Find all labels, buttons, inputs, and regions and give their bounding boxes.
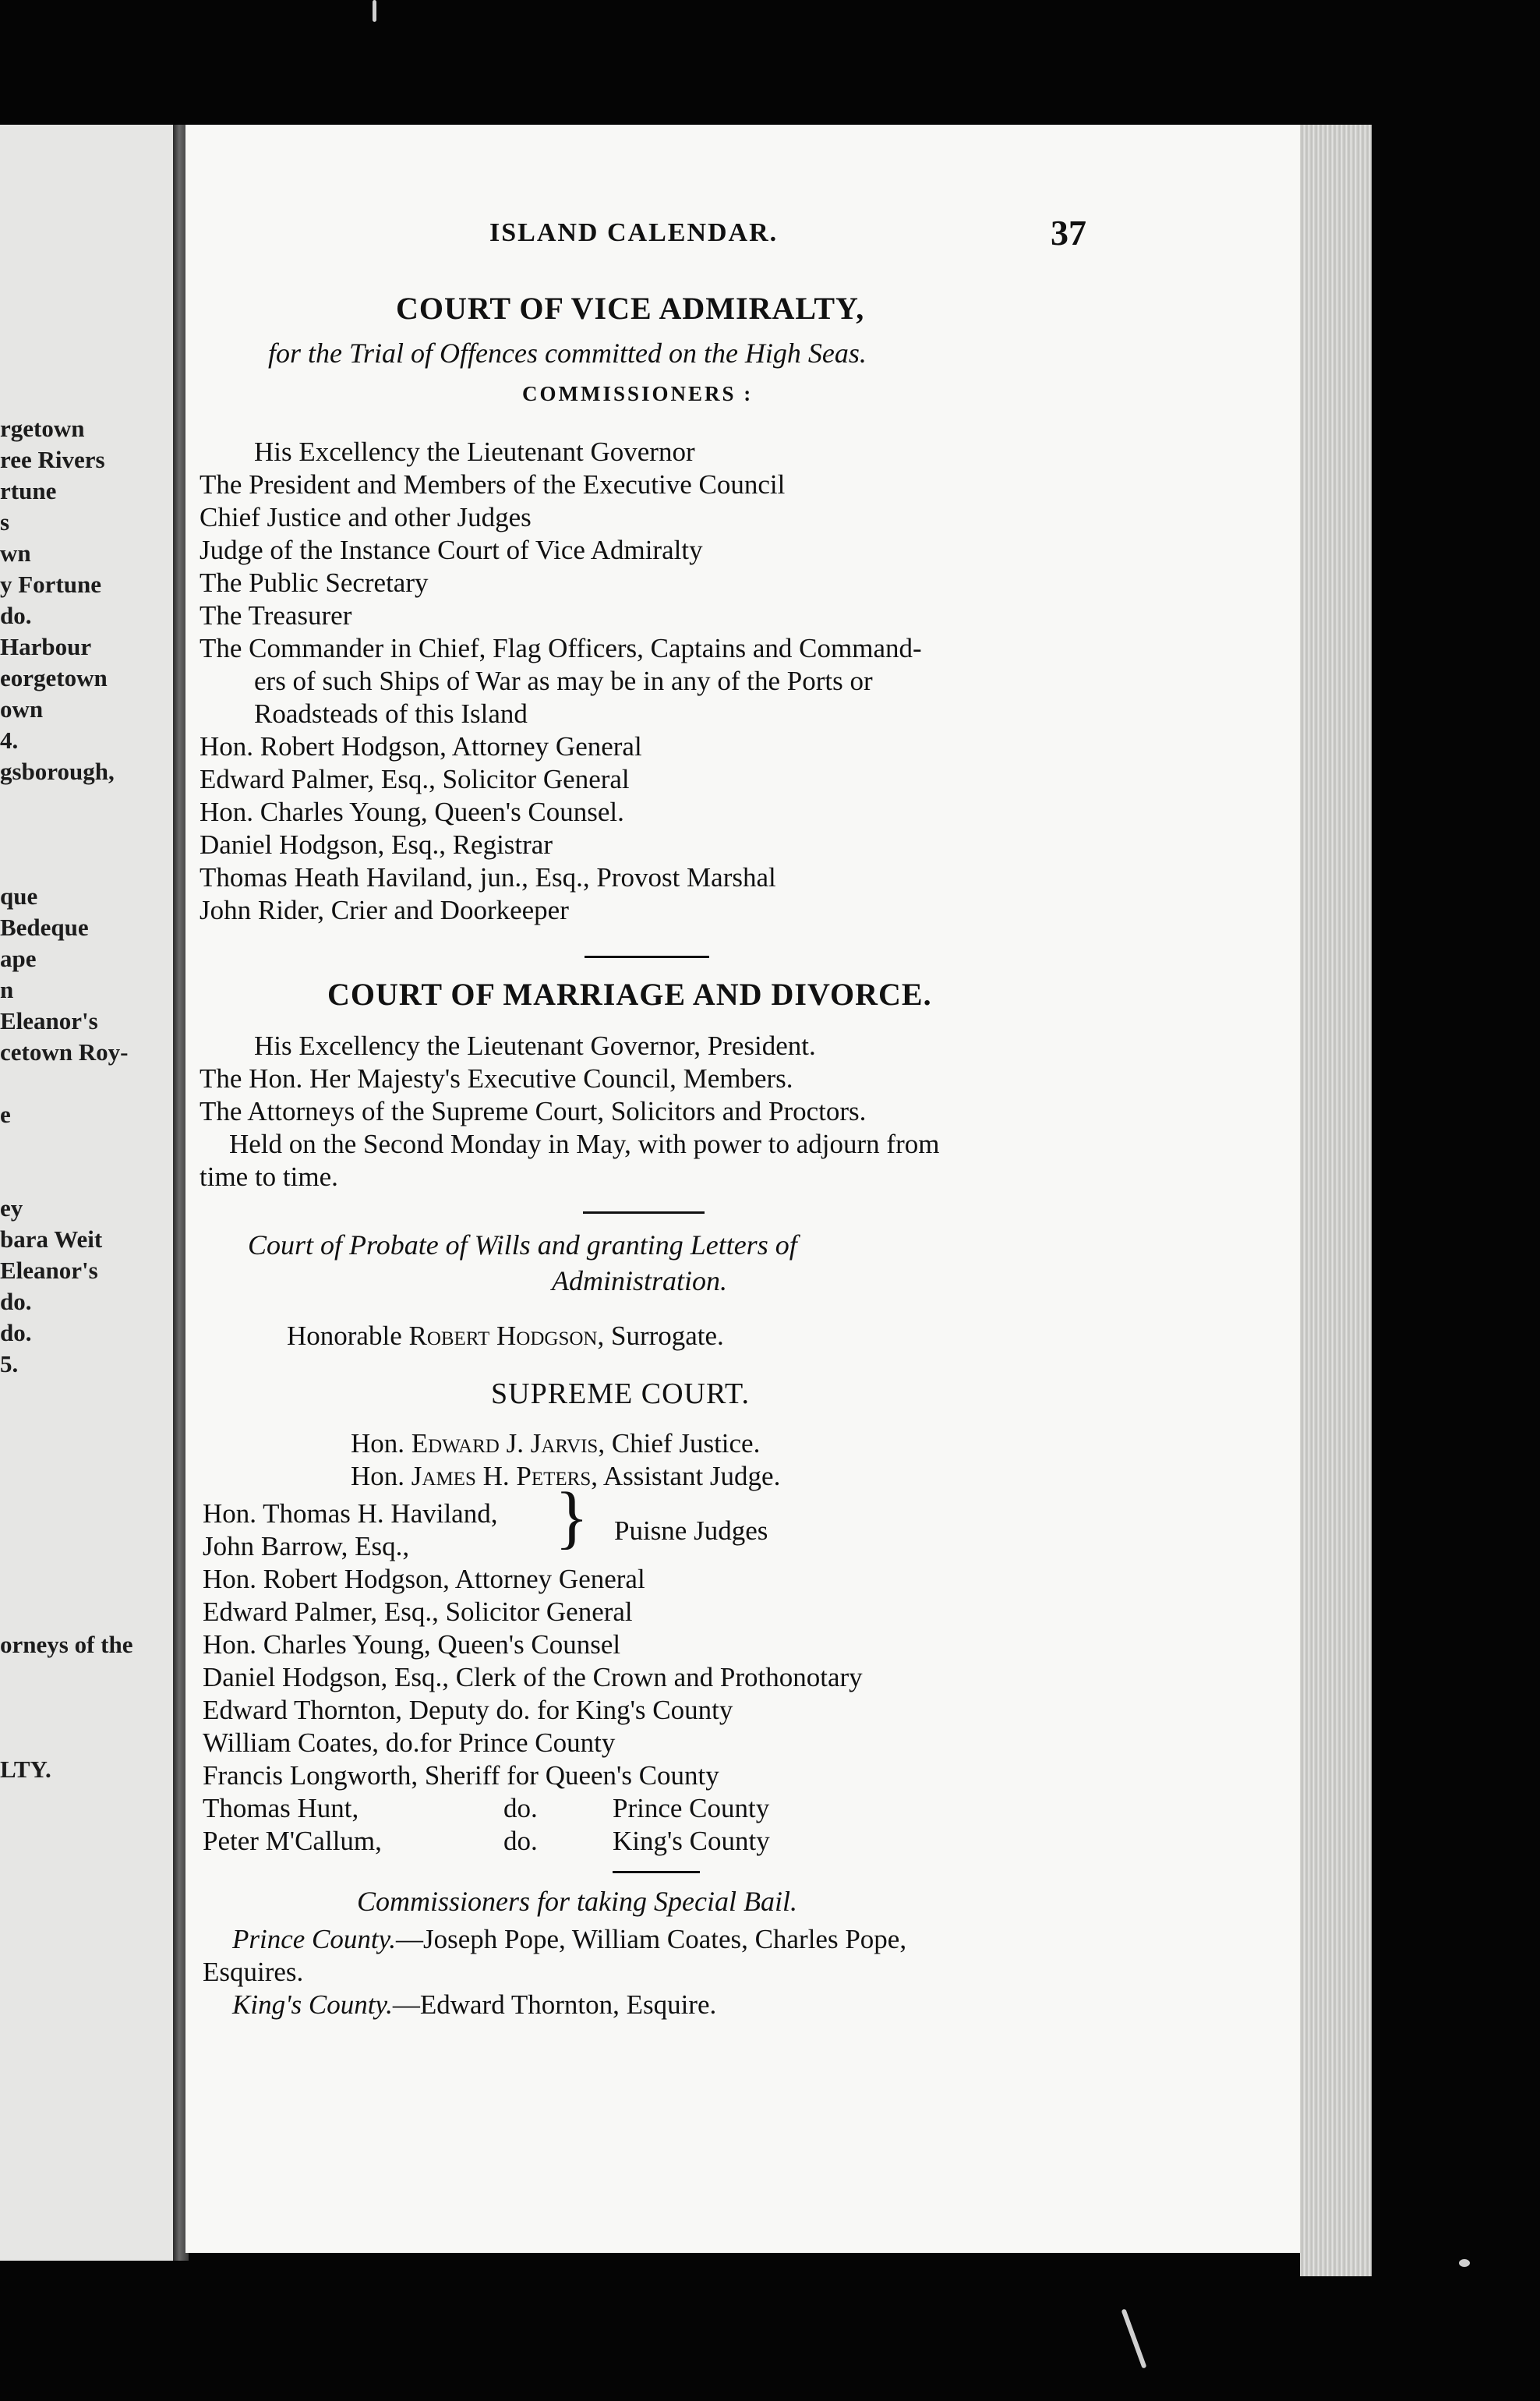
prince-county-label: Prince County. <box>232 1924 396 1954</box>
facing-page-line <box>0 1536 171 1567</box>
chief-justice-prefix: Hon. <box>351 1428 405 1459</box>
surrogate-name: Robert Hodgson <box>408 1321 598 1351</box>
vice-admiralty-entry: Chief Justice and other Judges <box>200 502 532 532</box>
facing-page-line: do. <box>0 602 32 629</box>
facing-page-line: orneys of the <box>0 1631 133 1658</box>
facing-page-line <box>0 1567 171 1598</box>
facing-page-line <box>0 1380 171 1411</box>
puisne-judges-label: Puisne Judges <box>614 1515 768 1546</box>
marriage-divorce-entry: His Excellency the Lieutenant Governor, President. <box>254 1031 816 1061</box>
facing-page-line: rgetown <box>0 415 85 442</box>
facing-page-line: que <box>0 882 38 910</box>
vice-admiralty-entry: Hon. Robert Hodgson, Attorney General <box>200 731 642 762</box>
supreme-court-entry: Francis Longworth, Sheriff for Queen's County <box>203 1760 719 1791</box>
assistant-judge-suffix: , Assistant Judge. <box>591 1461 781 1491</box>
facing-page-line: y Fortune <box>0 571 102 598</box>
facing-page-line: do. <box>0 1319 32 1346</box>
sheriff-name: Peter M'Callum, <box>203 1826 382 1856</box>
facing-page-line <box>0 1723 171 1754</box>
facing-page-line: Bedeque <box>0 914 89 941</box>
vice-admiralty-entry: Edward Palmer, Esq., Solicitor General <box>200 764 630 794</box>
probate-title: Court of Probate of Wills and granting Letters of <box>248 1229 797 1261</box>
facing-page-line: eorgetown <box>0 664 108 691</box>
facing-page-line <box>0 850 171 881</box>
supreme-court-entry: Edward Thornton, Deputy do. for King's County <box>203 1695 733 1725</box>
special-bail-title: Commissioners for taking Special Bail. <box>357 1886 797 1917</box>
facing-page-line: Eleanor's <box>0 1257 98 1284</box>
puisne-judge-name: John Barrow, Esq., <box>203 1531 410 1561</box>
page-edge <box>1300 125 1372 2276</box>
facing-page-line: Harbour <box>0 633 92 660</box>
supreme-court-entry: Hon. Robert Hodgson, Attorney General <box>203 1564 645 1594</box>
sheriff-ditto: do. <box>503 1793 538 1823</box>
vice-admiralty-entry: Roadsteads of this Island <box>254 698 528 729</box>
facing-page-line <box>0 1660 171 1692</box>
marriage-divorce-entry: The Attorneys of the Supreme Court, Solicitors and Proctors. <box>200 1096 867 1126</box>
facing-page-line <box>0 1598 171 1629</box>
facing-page-line <box>0 787 171 819</box>
facing-page-line: 5. <box>0 1350 19 1377</box>
vice-admiralty-entry: Hon. Charles Young, Queen's Counsel. <box>200 797 624 827</box>
dust-speck <box>1121 2308 1147 2368</box>
supreme-court-entry: Hon. Charles Young, Queen's Counsel <box>203 1629 621 1660</box>
facing-page-line <box>0 1505 171 1536</box>
facing-page-line: cetown Roy- <box>0 1038 129 1066</box>
section-divider <box>613 1871 700 1873</box>
kings-county-label: King's County. <box>232 1989 393 2020</box>
puisne-judge-name: Hon. Thomas H. Haviland, <box>203 1498 498 1529</box>
section-divider <box>583 1211 705 1214</box>
vice-admiralty-entry: Daniel Hodgson, Esq., Registrar <box>200 829 553 860</box>
facing-page-line: ree Rivers <box>0 446 105 473</box>
sheriff-ditto: do. <box>503 1826 538 1856</box>
sheriff-county: King's County <box>613 1826 770 1856</box>
kings-county-text: —Edward Thornton, Esquire. <box>392 1989 717 2020</box>
facing-page-line: rtune <box>0 477 57 504</box>
facing-page-text <box>0 413 171 1785</box>
commissioners-label: COMMISSIONERS : <box>522 382 754 405</box>
vice-admiralty-title: COURT OF VICE ADMIRALTY, <box>396 291 865 326</box>
surrogate-line <box>287 1321 724 1352</box>
puisne-brace: } <box>555 1479 589 1556</box>
surrogate-prefix: Honorable <box>287 1321 402 1351</box>
marriage-divorce-entry: The Hon. Her Majesty's Executive Council, Members. <box>200 1063 793 1094</box>
vice-admiralty-entry: Thomas Heath Haviland, jun., Esq., Provost Marshal <box>200 862 776 893</box>
facing-page-line: ey <box>0 1194 23 1222</box>
facing-page-line: wn <box>0 539 31 567</box>
book-page <box>185 125 1326 2253</box>
facing-page-line <box>0 1068 171 1099</box>
kings-county-line <box>232 1989 716 2021</box>
chief-justice-line <box>351 1428 760 1459</box>
dust-speck <box>1459 2259 1470 2267</box>
facing-page-line: LTY. <box>0 1756 51 1783</box>
facing-page-line: ape <box>0 945 37 972</box>
facing-page-line <box>0 1162 171 1193</box>
facing-page-line <box>0 1442 171 1473</box>
supreme-court-entry: Edward Palmer, Esq., Solicitor General <box>203 1597 633 1627</box>
facing-page-line: n <box>0 976 14 1003</box>
vice-admiralty-entry: The Treasurer <box>200 600 352 631</box>
supreme-court-entry: Daniel Hodgson, Esq., Clerk of the Crown and Prothonotary <box>203 1662 863 1692</box>
facing-page-line <box>0 1473 171 1505</box>
marriage-divorce-entry: time to time. <box>200 1162 338 1192</box>
vice-admiralty-entry: His Excellency the Lieutenant Governor <box>254 437 695 467</box>
sheriff-county: Prince County <box>613 1793 770 1823</box>
facing-page-line: Eleanor's <box>0 1007 98 1034</box>
facing-page-line: e <box>0 1101 11 1128</box>
facing-page-line <box>0 1130 171 1162</box>
facing-page-line <box>0 1411 171 1442</box>
chief-justice-suffix: , Chief Justice. <box>598 1428 761 1459</box>
probate-title-continued: Administration. <box>552 1265 728 1296</box>
prince-county-continuation: Esquires. <box>203 1957 304 1987</box>
marriage-divorce-title: COURT OF MARRIAGE AND DIVORCE. <box>327 977 932 1012</box>
facing-page-line <box>0 819 171 850</box>
facing-page-line <box>0 1692 171 1723</box>
vice-admiralty-entry: The Public Secretary <box>200 568 429 598</box>
assistant-judge-name: James H. Peters <box>411 1461 592 1491</box>
facing-page-line: gsborough, <box>0 758 115 785</box>
supreme-court-entry: William Coates, do.for Prince County <box>203 1727 616 1758</box>
vice-admiralty-subtitle: for the Trial of Offences committed on the High Seas. <box>268 338 867 369</box>
surrogate-suffix: , Surrogate. <box>597 1321 724 1351</box>
running-head: ISLAND CALENDAR. <box>489 218 779 247</box>
page-number: 37 <box>1051 213 1086 253</box>
supreme-court-title: SUPREME COURT. <box>491 1377 750 1410</box>
vice-admiralty-entry: The Commander in Chief, Flag Officers, Captains and Command- <box>200 633 922 663</box>
chief-justice-name: Edward J. Jarvis <box>411 1428 599 1459</box>
vice-admiralty-entry: ers of such Ships of War as may be in any of the Ports or <box>254 666 873 696</box>
vice-admiralty-entry: John Rider, Crier and Doorkeeper <box>200 895 569 925</box>
vice-admiralty-entry: Judge of the Instance Court of Vice Admiralty <box>200 535 703 565</box>
facing-page-line: 4. <box>0 727 19 754</box>
marriage-divorce-entry: Held on the Second Monday in May, with power to adjourn from <box>229 1129 940 1159</box>
assistant-judge-prefix: Hon. <box>351 1461 405 1491</box>
prince-county-line <box>232 1924 906 1955</box>
facing-page-line: bara Weit <box>0 1225 103 1253</box>
facing-page <box>0 125 173 2261</box>
facing-page-line: own <box>0 695 44 723</box>
dust-speck <box>373 0 376 22</box>
vice-admiralty-entry: The President and Members of the Executive Council <box>200 469 786 500</box>
facing-page-line: do. <box>0 1288 32 1315</box>
prince-county-text: —Joseph Pope, William Coates, Charles Pope, <box>395 1924 907 1954</box>
facing-page-line: s <box>0 508 10 536</box>
sheriff-name: Thomas Hunt, <box>203 1793 359 1823</box>
section-divider <box>585 956 709 958</box>
